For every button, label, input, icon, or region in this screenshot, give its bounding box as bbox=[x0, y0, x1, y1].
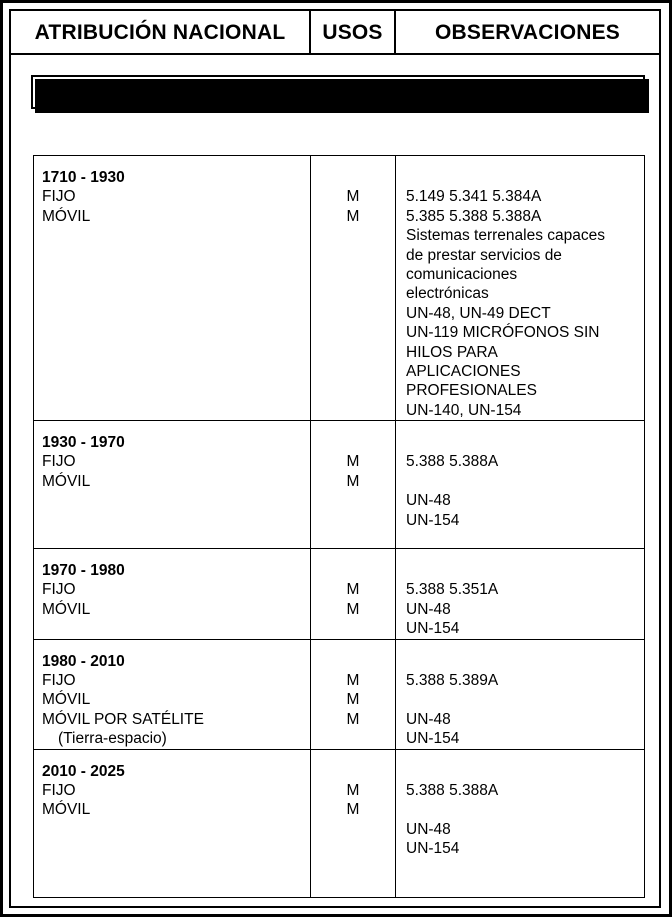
observation-line: comunicaciones bbox=[406, 265, 518, 283]
frequency-range: 1930 - 1970 bbox=[42, 434, 125, 452]
observation-line: UN-48 bbox=[406, 492, 451, 510]
usos-cell bbox=[311, 421, 396, 549]
observation-line: de prestar servicios de bbox=[406, 246, 562, 264]
frequency-range: 1980 - 2010 bbox=[42, 652, 125, 670]
observation-line: UN-48 bbox=[406, 600, 451, 618]
observation-line: 5.388 5.389A bbox=[406, 672, 499, 690]
usos-cell bbox=[311, 639, 396, 749]
table-row bbox=[34, 749, 645, 897]
observation-line: UN-140, UN-154 bbox=[406, 401, 522, 419]
service-label: MÓVIL bbox=[42, 691, 91, 709]
observation-line: 5.388 5.351A bbox=[406, 581, 499, 599]
observation-line: Sistemas terrenales capaces bbox=[406, 227, 606, 245]
frequency-range: 2010 - 2025 bbox=[42, 762, 125, 780]
table-row bbox=[34, 639, 645, 749]
table-header bbox=[11, 11, 659, 55]
observaciones-cell bbox=[396, 749, 645, 897]
atribucion-cell bbox=[34, 156, 311, 421]
uso-value: M bbox=[346, 581, 360, 599]
service-label: MÓVIL bbox=[42, 207, 91, 225]
observation-line: 5.149 5.341 5.384A bbox=[406, 188, 542, 206]
observaciones-cell bbox=[396, 421, 645, 549]
usos-cell bbox=[311, 156, 396, 421]
atribucion-cell bbox=[34, 749, 311, 897]
header-usos: USOS bbox=[322, 21, 383, 44]
observation-line bbox=[406, 800, 644, 819]
service-label: FIJO bbox=[42, 188, 76, 206]
usos-cell bbox=[311, 549, 396, 640]
atribucion-cell bbox=[34, 549, 311, 640]
service-label: MÓVIL bbox=[42, 472, 91, 490]
observation-line bbox=[406, 472, 644, 491]
table-row bbox=[34, 421, 645, 549]
uso-value: M bbox=[346, 600, 360, 618]
observaciones-cell bbox=[396, 639, 645, 749]
observation-line bbox=[406, 690, 644, 709]
uso-value: M bbox=[346, 207, 360, 225]
service-label: MÓVIL bbox=[42, 801, 91, 819]
header-observaciones: OBSERVACIONES bbox=[434, 21, 621, 44]
observation-line: UN-48 bbox=[406, 820, 451, 838]
observation-line: UN-154 bbox=[406, 511, 460, 529]
header-atribucion: ATRIBUCIÓN NACIONAL bbox=[34, 21, 286, 44]
uso-value: M bbox=[346, 691, 360, 709]
uso-value: M bbox=[346, 472, 360, 490]
uso-value: M bbox=[346, 782, 360, 800]
observaciones-cell bbox=[396, 549, 645, 640]
observation-line: UN-48, UN-49 DECT bbox=[406, 304, 551, 322]
observation-line: UN-154 bbox=[406, 620, 460, 638]
service-label: MÓVIL POR SATÉLITE bbox=[42, 710, 204, 728]
service-label: MÓVIL bbox=[42, 600, 91, 618]
header-divider bbox=[309, 11, 311, 53]
frequency-range: 1710 - 1930 bbox=[42, 169, 125, 186]
frequency-range: 1970 - 1980 bbox=[42, 562, 125, 580]
uso-value: M bbox=[346, 453, 360, 471]
service-label: FIJO bbox=[42, 782, 76, 800]
observation-line: PROFESIONALES bbox=[406, 382, 537, 400]
uso-value: M bbox=[346, 672, 360, 690]
observation-line: APLICACIONES bbox=[406, 362, 521, 380]
uso-value: M bbox=[346, 710, 360, 728]
observaciones-cell bbox=[396, 156, 645, 421]
observation-line: UN-119 MICRÓFONOS SIN bbox=[406, 324, 600, 342]
observation-line: 5.385 5.388 5.388A bbox=[406, 207, 542, 225]
atribucion-cell bbox=[34, 421, 311, 549]
allocation-table bbox=[33, 155, 645, 898]
atribucion-cell bbox=[34, 639, 311, 749]
table-row bbox=[34, 156, 645, 421]
uso-value: M bbox=[346, 188, 360, 206]
usos-cell bbox=[311, 749, 396, 897]
service-label: FIJO bbox=[42, 453, 76, 471]
observation-line: 5.388 5.388A bbox=[406, 453, 499, 471]
observation-line: UN-154 bbox=[406, 840, 460, 858]
uso-value: M bbox=[346, 801, 360, 819]
observation-line: HILOS PARA bbox=[406, 343, 498, 361]
service-note: (Tierra-espacio) bbox=[58, 730, 167, 748]
observation-line: UN-154 bbox=[406, 730, 460, 748]
observation-line: 5.388 5.388A bbox=[406, 782, 499, 800]
service-label: FIJO bbox=[42, 672, 76, 690]
band-title: 1710 - 2170 MHz bbox=[31, 75, 645, 109]
header-divider bbox=[394, 11, 396, 53]
observation-line: UN-48 bbox=[406, 710, 451, 728]
service-label: FIJO bbox=[42, 581, 76, 599]
observation-line: electrónicas bbox=[406, 285, 489, 303]
table-row bbox=[34, 549, 645, 640]
